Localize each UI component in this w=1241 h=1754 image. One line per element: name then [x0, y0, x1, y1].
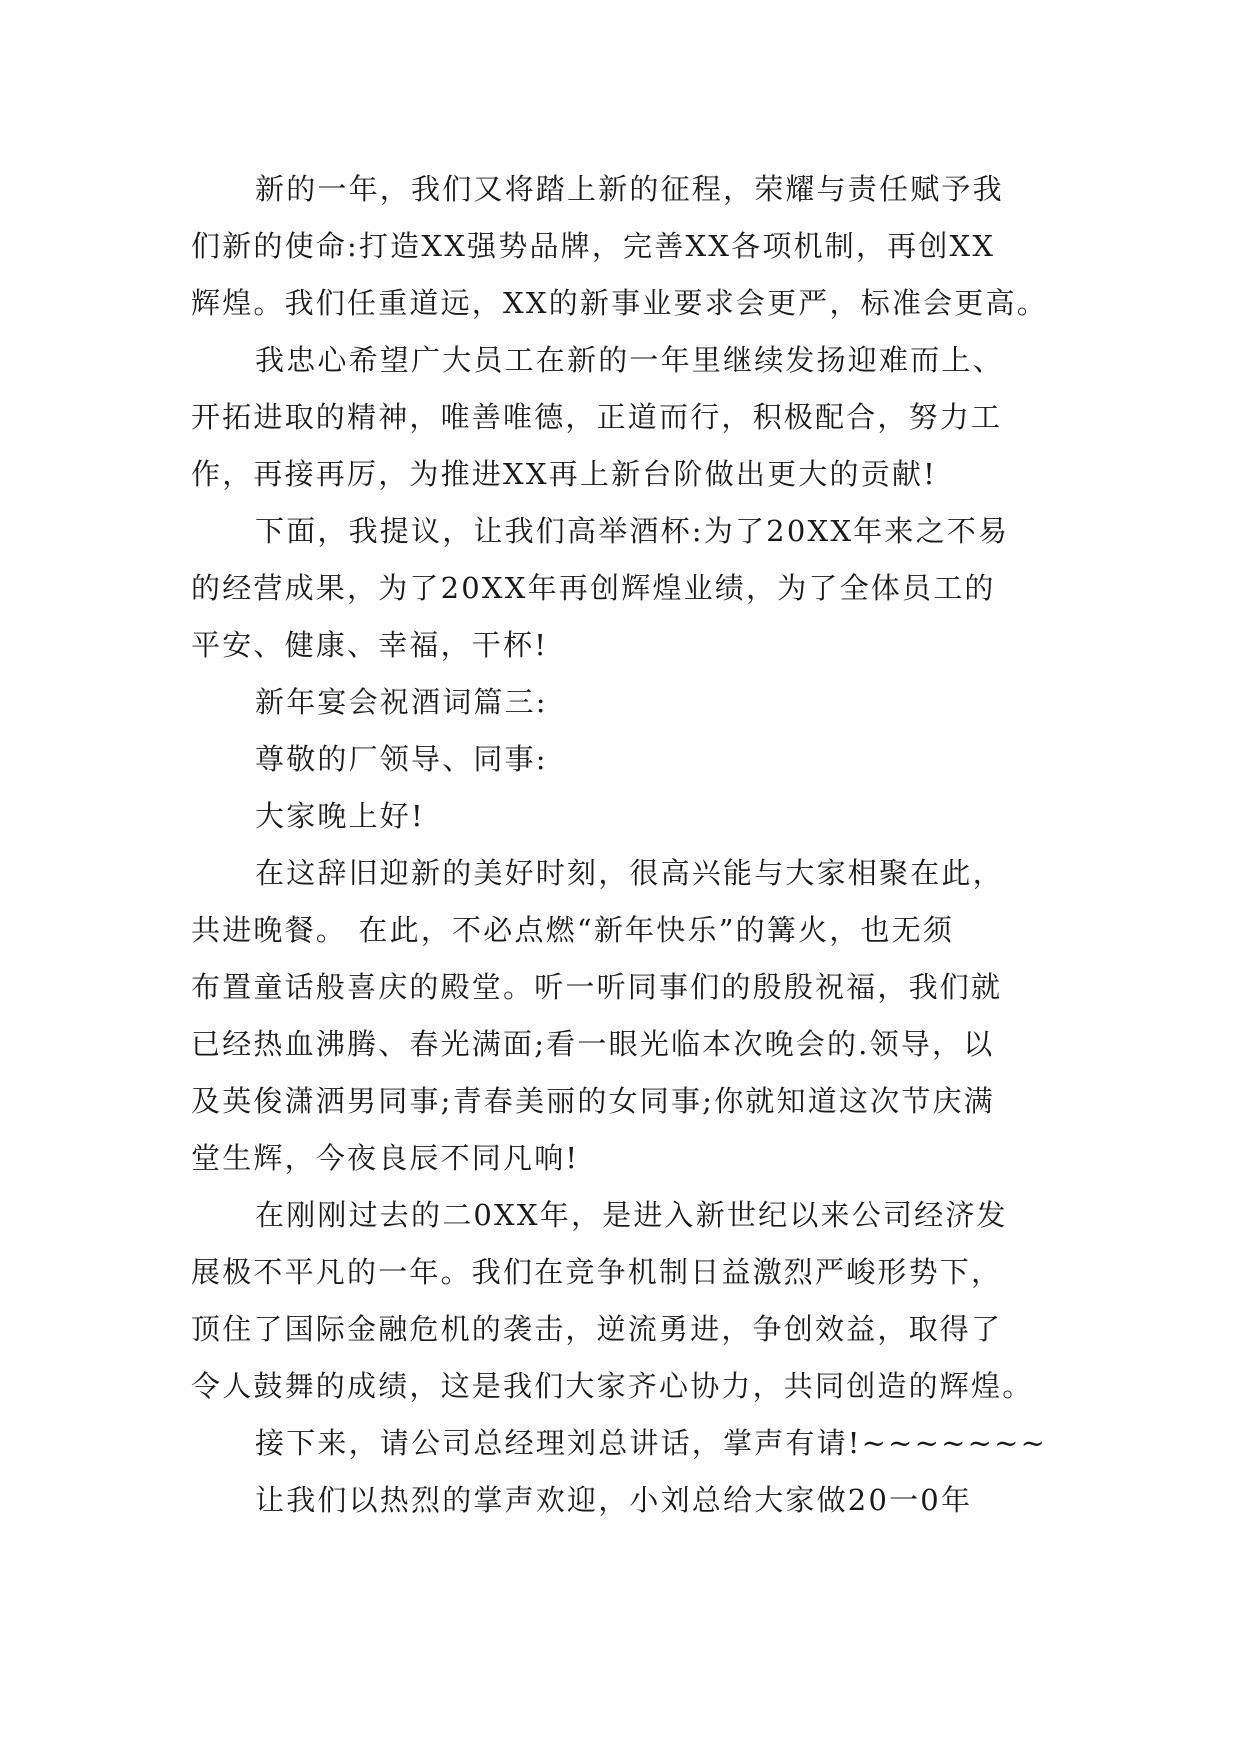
text-line: 已经热血沸腾、春光满面;看一眼光临本次晚会的.领导，以	[191, 1027, 995, 1061]
text-line: 大家晚上好!	[255, 799, 425, 833]
text-line: 我忠心希望广大员工在新的一年里继续发扬迎难而上、	[255, 343, 1004, 377]
text-line: 辉煌。我们任重道远，XX的新事业要求会更严，标准会更高。	[191, 286, 1048, 320]
text-line: 及英俊潇洒男同事;青春美丽的女同事;你就知道这次节庆满	[191, 1084, 995, 1118]
text-line: 新的一年，我们又将踏上新的征程，荣耀与责任赋予我	[255, 172, 1004, 206]
text-line: 接下来，请公司总经理刘总讲话，掌声有请!~~~~~~~	[255, 1426, 1048, 1460]
text-line: 展极不平凡的一年。我们在竞争机制日益激烈严峻形势下，	[191, 1255, 1003, 1289]
text-line: 下面，我提议，让我们高举酒杯:为了20XX年来之不易	[255, 514, 1010, 548]
text-line: 们新的使命:打造XX强势品牌，完善XX各项机制，再创XX	[191, 229, 996, 263]
text-line: 布置童话般喜庆的殿堂。听一听同事们的殷殷祝福，我们就	[191, 970, 1003, 1004]
text-line: 顶住了国际金融危机的袭击，逆流勇进，争创效益，取得了	[191, 1312, 1003, 1346]
text-line: 平安、健康、幸福，干杯!	[191, 628, 549, 662]
document-body	[191, 161, 1081, 1529]
text-line: 在这辞旧迎新的美好时刻，很高兴能与大家相聚在此，	[255, 856, 1004, 890]
text-line: 作，再接再厉，为推进XX再上新台阶做出更大的贡献!	[191, 457, 937, 491]
text-line: 新年宴会祝酒词篇三:	[255, 685, 548, 719]
text-line: 尊敬的厂领导、同事:	[255, 742, 548, 776]
text-line: 让我们以热烈的掌声欢迎，小刘总给大家做20一0年	[255, 1483, 973, 1517]
text-line: 堂生辉，今夜良辰不同凡响!	[191, 1141, 580, 1175]
text-line: 共进晚餐。 在此，不必点燃“新年快乐”的篝火，也无须	[191, 913, 955, 947]
text-line: 在刚刚过去的二0XX年，是进入新世纪以来公司经济发	[255, 1198, 1008, 1232]
text-line: 开拓进取的精神，唯善唯德，正道而行，积极配合，努力工	[191, 400, 1003, 434]
text-line: 的经营成果，为了20XX年再创辉煌业绩，为了全体员工的	[191, 571, 996, 605]
text-line: 令人鼓舞的成绩，这是我们大家齐心协力，共同创造的辉煌。	[191, 1369, 1034, 1403]
